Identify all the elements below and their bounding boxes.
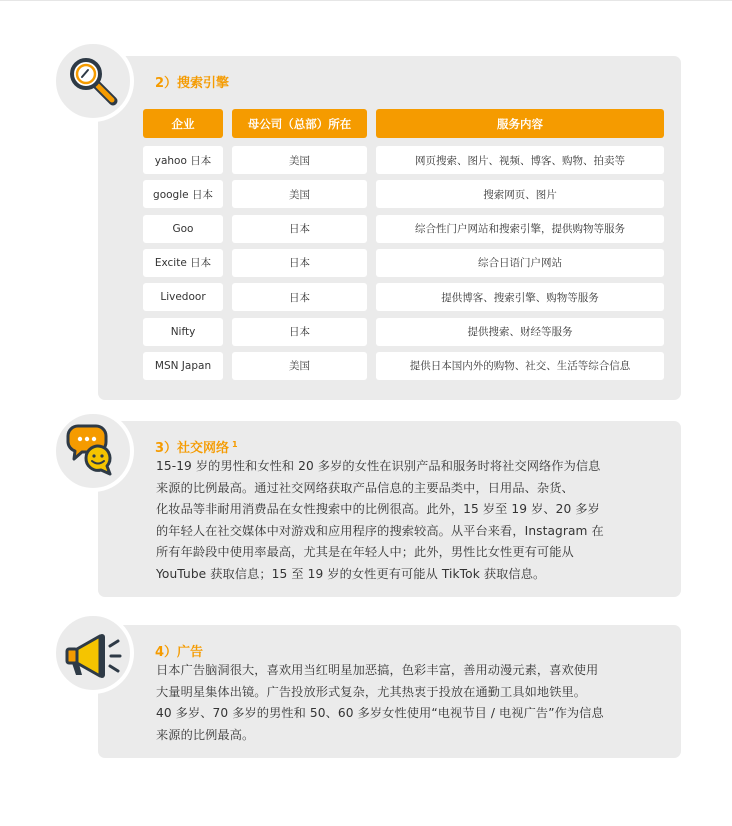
paragraph-line: YouTube 获取信息；15 至 19 岁的女性更有可能从 TikTok 获取信息。	[156, 566, 546, 581]
table-cell: Livedoor	[143, 283, 223, 311]
ads-icon-badge	[52, 612, 134, 694]
table-cell: 综合性门户网站和搜索引擎，提供购物等服务	[376, 215, 664, 243]
search-section-title: 2）搜索引擎	[155, 76, 230, 91]
paragraph-line: 40 多岁、70 多岁的男性和 50、60 多岁女性使用“电视节目 / 电视广告”作为信息	[156, 706, 604, 720]
search-icon-badge	[52, 40, 134, 122]
paragraph-line: 来源的比例最高。	[156, 727, 255, 742]
table-cell: 日本	[232, 249, 367, 277]
footnote-marker: 1	[232, 439, 238, 449]
top-divider	[0, 0, 732, 1]
table-cell: Goo	[143, 215, 223, 243]
social-paragraph	[156, 456, 668, 585]
table-cell: Nifty	[143, 318, 223, 346]
table-cell: 美国	[232, 146, 367, 174]
table-cell: 美国	[232, 180, 367, 208]
table-cell: 提供搜索、财经等服务	[376, 318, 664, 346]
table-cell: 日本	[232, 283, 367, 311]
paragraph-line: 大量明星集体出镜。广告投放形式复杂，尤其热衷于投放在通勤工具如地铁里。	[156, 684, 587, 699]
paragraph-line: 所有年龄段中使用率最高，尤其是在年轻人中；此外，男性比女性更有可能从	[156, 545, 574, 559]
paragraph-line: 来源的比例最高。通过社交网络获取产品信息的主要品类中，日用品、杂货、	[156, 480, 574, 495]
paragraph-line: 化妆品等非耐用消费品在女性搜索中的比例很高。此外，15 岁至 19 岁、20 多岁	[156, 502, 600, 516]
table-cell: google 日本	[143, 180, 223, 208]
social-section-title	[155, 437, 238, 456]
paragraph-line: 的年轻人在社交媒体中对游戏和应用程序的搜索较高。从平台来看，Instagram 在	[156, 523, 604, 538]
table-cell: 美国	[232, 352, 367, 380]
social-title-text: 3）社交网络	[155, 441, 230, 456]
table-cell: Excite 日本	[143, 249, 223, 277]
table-cell: 搜索网页、图片	[376, 180, 664, 208]
table-cell: yahoo 日本	[143, 146, 223, 174]
table-cell: MSN Japan	[143, 352, 223, 380]
table-cell: 提供日本国内外的购物、社交、生活等综合信息	[376, 352, 664, 380]
table-header-cell: 母公司（总部）所在	[232, 109, 367, 138]
ads-section-title: 4）广告	[155, 645, 204, 660]
table-cell: 网页搜索、图片、视频、博客、购物、拍卖等	[376, 146, 664, 174]
ads-paragraph	[156, 660, 668, 746]
table-cell: 综合日语门户网站	[376, 249, 664, 277]
chat-bubbles-icon	[56, 414, 130, 488]
social-icon-badge	[52, 410, 134, 492]
table-header-cell: 服务内容	[376, 109, 664, 138]
table-cell: 日本	[232, 215, 367, 243]
megaphone-icon	[56, 616, 130, 690]
magnifier-icon	[56, 44, 130, 118]
table-cell: 日本	[232, 318, 367, 346]
paragraph-line: 15-19 岁的男性和女性和 20 多岁的女性在识别产品和服务时将社交网络作为信息	[156, 459, 601, 473]
table-cell: 提供博客、搜索引擎、购物等服务	[376, 283, 664, 311]
paragraph-line: 日本广告脑洞很大，喜欢用当红明星加恶搞，色彩丰富，善用动漫元素，喜欢使用	[156, 663, 599, 677]
table-header-cell: 企业	[143, 109, 223, 138]
